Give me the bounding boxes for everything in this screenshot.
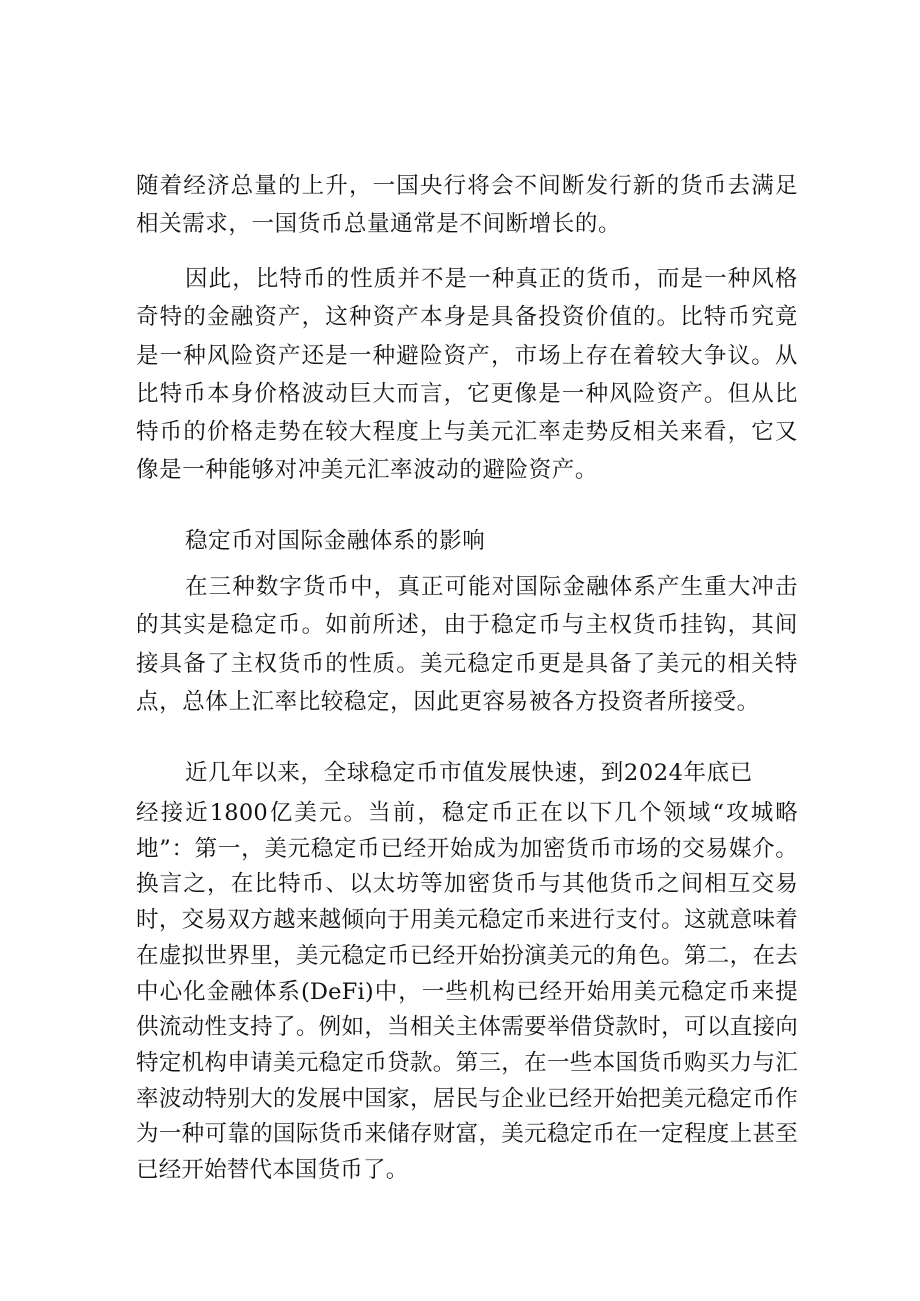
- paragraph-bitcoin-nature: 因此，比特币的性质并不是一种真正的货币，而是一种风格奇特的金融资产，这种资产本身是具备投资价值的。比特币究竟是一种风险资产还是一种避险资产，市场上存在着较大争议。从比特币本身价格波动巨大而言，它更像是一种风险资产。但从比特币的价格走势在较大程度上与美元汇率走势反相关来看，它又像是一种能够对冲美元汇率波动的避险资产。: [136, 266, 798, 484]
- paragraph-money-supply: 随着经济总量的上升，一国央行将会不间断发行新的货币去满足相关需求，一国货币总量通常是不间断增长的。: [136, 173, 798, 238]
- section-heading: 稳定币对国际金融体系的影响: [185, 528, 486, 554]
- paragraph-stablecoin-domains: 经接近1800亿美元。当前，稳定币正在以下几个领域“攻城略地”：第一，美元稳定币已经开始成为加密货币市场的交易媒介。换言之，在比特币、以太坊等加密货币与其他货币之间相互交易时，交易双方越来越倾向于用美元稳定币来进行支付。这就意味着在虚拟世界里，美元稳定币已经开始扮演美元的角色。第二，在去中心化金融体系(DeFi)中，一些机构已经开始用美元稳定币来提供流动性支持了。例如，当相关主体需要举借贷款时，可以直接向特定机构申请美元稳定币贷款。第三，在一些本国货币购买力与汇率波动特别大的发展中国家，居民与企业已经开始把美元稳定币作为一种可靠的国际货币来储存财富，美元稳定币在一定程度上甚至已经开始替代本国货币了。: [136, 800, 798, 1184]
- paragraph-stablecoin-impact: 在三种数字货币中，真正可能对国际金融体系产生重大冲击的其实是稳定币。如前所述，由于稳定币与主权货币挂钩，其间接具备了主权货币的性质。美元稳定币更是具备了美元的相关特点，总体上汇率比较稳定，因此更容易被各方投资者所接受。: [136, 574, 798, 715]
- paragraph-market-growth-lead: 近几年以来，全球稳定币市值发展快速，到2024年底已: [185, 760, 753, 786]
